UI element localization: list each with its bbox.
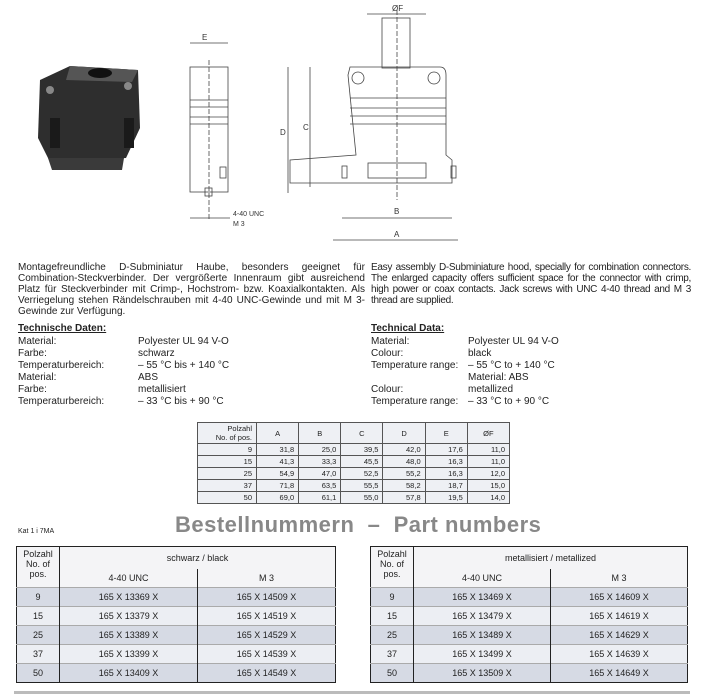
spec-key: Colour: [371, 348, 404, 359]
dimension-value: 11,0 [467, 444, 509, 456]
column-header: ØF [467, 423, 509, 444]
dim-label-e: E [202, 33, 208, 42]
dimension-row [198, 468, 510, 480]
part-table-metallized [370, 546, 688, 683]
column-header: D [383, 423, 425, 444]
spec-value: Polyester UL 94 V-O [468, 336, 559, 347]
pos-count: 37 [17, 645, 60, 664]
dimension-value: 42,0 [383, 444, 425, 456]
part-number-unc: 165 X 13399 X [60, 645, 198, 664]
pos-header [371, 547, 414, 588]
dim-label-d: D [280, 128, 286, 137]
spec-row [371, 336, 671, 348]
part-number-m3: 165 X 14629 X [551, 626, 688, 645]
column-header: B [299, 423, 341, 444]
part-row [371, 664, 688, 683]
spec-value: – 55 °C bis + 140 °C [138, 360, 230, 371]
color-group-header: metallisiert / metallized [414, 547, 688, 569]
pos-count: 37 [371, 645, 414, 664]
spec-row [18, 348, 318, 360]
spec-value: – 33 °C bis + 90 °C [138, 396, 224, 407]
part-number-m3: 165 X 14639 X [551, 645, 688, 664]
spec-value: – 33 °C to + 90 °C [468, 396, 550, 407]
dimension-value: 39,5 [341, 444, 383, 456]
thread-header-unc: 4-40 UNC [414, 569, 551, 588]
pos-count: 37 [198, 480, 257, 492]
spec-key [371, 372, 468, 384]
spec-value: metallisiert [138, 384, 186, 395]
spec-row [18, 384, 318, 396]
pos-header-line: Polzahl [23, 549, 53, 559]
part-numbers-title: Bestellnummern – Part numbers [175, 512, 542, 537]
pos-header-line: No. of [379, 559, 404, 569]
part-number-m3: 165 X 14609 X [551, 588, 688, 607]
dimension-value: 69,0 [257, 492, 299, 504]
part-row [17, 626, 336, 645]
part-number-unc: 165 X 13409 X [60, 664, 198, 683]
dimension-value: 55,0 [341, 492, 383, 504]
pos-count: 9 [198, 444, 257, 456]
english-description: Easy assembly D-Subminiature hood, specially for combination connectors. The enlarged capacity offers sufficient space for the connector with crimp, high power or coax contacts. Jack screws with UNC 4-40 thread and M 3 thread are supplied. [371, 262, 691, 306]
spec-row [371, 372, 671, 384]
dimension-value: 58,2 [383, 480, 425, 492]
dimension-value: 54,9 [257, 468, 299, 480]
column-header: C [341, 423, 383, 444]
spec-row [18, 360, 318, 372]
pos-count: 50 [17, 664, 60, 683]
spec-row [371, 384, 671, 396]
dim-label-c: C [303, 123, 309, 132]
spec-row [18, 336, 318, 348]
color-group-header: schwarz / black [60, 547, 336, 569]
spec-value: black [468, 348, 492, 359]
dimension-row [198, 444, 510, 456]
dimension-value: 57,8 [383, 492, 425, 504]
part-number-m3: 165 X 14529 X [198, 626, 336, 645]
dimension-value: 11,0 [467, 456, 509, 468]
part-number-unc: 165 X 13479 X [414, 607, 551, 626]
part-number-m3: 165 X 14509 X [198, 588, 336, 607]
technical-drawing [170, 0, 480, 250]
pos-count: 50 [371, 664, 414, 683]
thread-header-unc: 4-40 UNC [60, 569, 198, 588]
dimension-value: 47,0 [299, 468, 341, 480]
spec-value: Polyester UL 94 V-O [138, 336, 229, 347]
spec-row [18, 372, 318, 384]
product-photo [28, 58, 153, 178]
spec-key: Temperature range: [371, 396, 459, 407]
part-row [371, 645, 688, 664]
spec-key: Temperaturbereich: [18, 396, 105, 407]
dimension-value: 14,0 [467, 492, 509, 504]
spec-value: Material: ABS [468, 372, 529, 383]
pos-header-line: Polzahl [377, 549, 407, 559]
german-technical-heading: Technische Daten: [18, 323, 107, 334]
dimension-value: 17,6 [425, 444, 467, 456]
dimension-value: 16,3 [425, 456, 467, 468]
dimension-value: 25,0 [299, 444, 341, 456]
part-row [17, 645, 336, 664]
spec-value: schwarz [138, 348, 175, 359]
dimension-value: 41,3 [257, 456, 299, 468]
part-number-unc: 165 X 13369 X [60, 588, 198, 607]
thread-header-m3: M 3 [551, 569, 688, 588]
dimension-value: 71,8 [257, 480, 299, 492]
dimension-row [198, 480, 510, 492]
column-header: A [257, 423, 299, 444]
spec-key: Material: [371, 336, 410, 347]
spec-row [18, 396, 318, 408]
part-number-unc: 165 X 13379 X [60, 607, 198, 626]
dimension-row [198, 492, 510, 504]
dimensions-table [197, 422, 510, 504]
part-number-m3: 165 X 14549 X [198, 664, 336, 683]
german-description: Montagefreundliche D-Subminiatur Haube, besonders geeignet für Combination-Steckverbinder. Der vergrößerte Innenraum gibt ausreichend Platz für Steckverbinder mit Crimp-, Hochstrom- bzw. Koaxialkontakten. Als Verriegelung stehen Rändelschrauben mit 4-40 UNC-Gewinde und mit M 3-Gewinde zur Verfügung. [18, 262, 365, 317]
pos-header-line: No. of [25, 559, 50, 569]
part-row [17, 607, 336, 626]
pos-header-line: pos. [383, 569, 401, 579]
dim-label-f: ØF [392, 4, 404, 13]
spec-key: Material: [18, 372, 57, 383]
pos-count: 15 [17, 607, 60, 626]
part-number-unc: 165 X 13509 X [414, 664, 551, 683]
spec-row [371, 360, 671, 372]
dimension-value: 55,5 [341, 480, 383, 492]
pos-count: 9 [371, 588, 414, 607]
dimension-value: 61,1 [299, 492, 341, 504]
column-header: E [425, 423, 467, 444]
spec-key: Colour: [371, 384, 404, 395]
thread-label-unc: 4-40 UNC [233, 211, 265, 218]
pos-count: 25 [198, 468, 257, 480]
part-number-m3: 165 X 14649 X [551, 664, 688, 683]
spec-key: Farbe: [18, 348, 47, 359]
pos-header-en: No. of pos. [215, 433, 252, 442]
dim-label-b: B [394, 207, 400, 216]
pos-count: 9 [17, 588, 60, 607]
part-number-unc: 165 X 13389 X [60, 626, 198, 645]
part-number-unc: 165 X 13489 X [414, 626, 551, 645]
part-table-black [16, 546, 336, 683]
dimension-value: 52,5 [341, 468, 383, 480]
pos-header [198, 423, 257, 444]
pos-header [17, 547, 60, 588]
part-row [17, 588, 336, 607]
dimension-value: 19,5 [425, 492, 467, 504]
spec-value: metallized [468, 384, 514, 395]
dimension-value: 48,0 [383, 456, 425, 468]
dimension-value: 18,7 [425, 480, 467, 492]
dimension-value: 12,0 [467, 468, 509, 480]
dimension-value: 63,5 [299, 480, 341, 492]
spec-key: Farbe: [18, 384, 47, 395]
part-number-unc: 165 X 13469 X [414, 588, 551, 607]
pos-count: 15 [371, 607, 414, 626]
part-row [371, 626, 688, 645]
english-technical-heading: Technical Data: [371, 323, 445, 334]
dimension-value: 45,5 [341, 456, 383, 468]
pos-count: 50 [198, 492, 257, 504]
spec-key: Temperature range: [371, 360, 459, 371]
pos-header-de: Polzahl [227, 424, 252, 433]
pos-count: 15 [198, 456, 257, 468]
spec-row [371, 396, 671, 408]
pos-count: 25 [17, 626, 60, 645]
dimension-value: 15,0 [467, 480, 509, 492]
dimension-value: 31,8 [257, 444, 299, 456]
part-number-m3: 165 X 14539 X [198, 645, 336, 664]
dimension-row [198, 456, 510, 468]
dimension-value: 33,3 [299, 456, 341, 468]
spec-key: Material: [18, 336, 57, 347]
part-row [371, 607, 688, 626]
german-technical-data [18, 323, 318, 408]
spec-value: ABS [138, 372, 159, 383]
part-row [371, 588, 688, 607]
spec-row [371, 348, 671, 360]
dimension-value: 55,2 [383, 468, 425, 480]
part-number-m3: 165 X 14519 X [198, 607, 336, 626]
part-number-m3: 165 X 14619 X [551, 607, 688, 626]
thread-label-m3: M 3 [233, 221, 245, 228]
pos-count: 25 [371, 626, 414, 645]
spec-value: – 55 °C to + 140 °C [468, 360, 555, 371]
thread-header-m3: M 3 [198, 569, 336, 588]
spec-key: Temperaturbereich: [18, 360, 105, 371]
pos-header-line: pos. [29, 569, 47, 579]
dimension-value: 16,3 [425, 468, 467, 480]
part-row [17, 664, 336, 683]
english-technical-data [371, 323, 671, 408]
bottom-divider [14, 691, 690, 694]
part-number-unc: 165 X 13499 X [414, 645, 551, 664]
catalog-reference: Kat 1 i 7MA [18, 528, 55, 535]
dim-label-a: A [394, 230, 400, 239]
